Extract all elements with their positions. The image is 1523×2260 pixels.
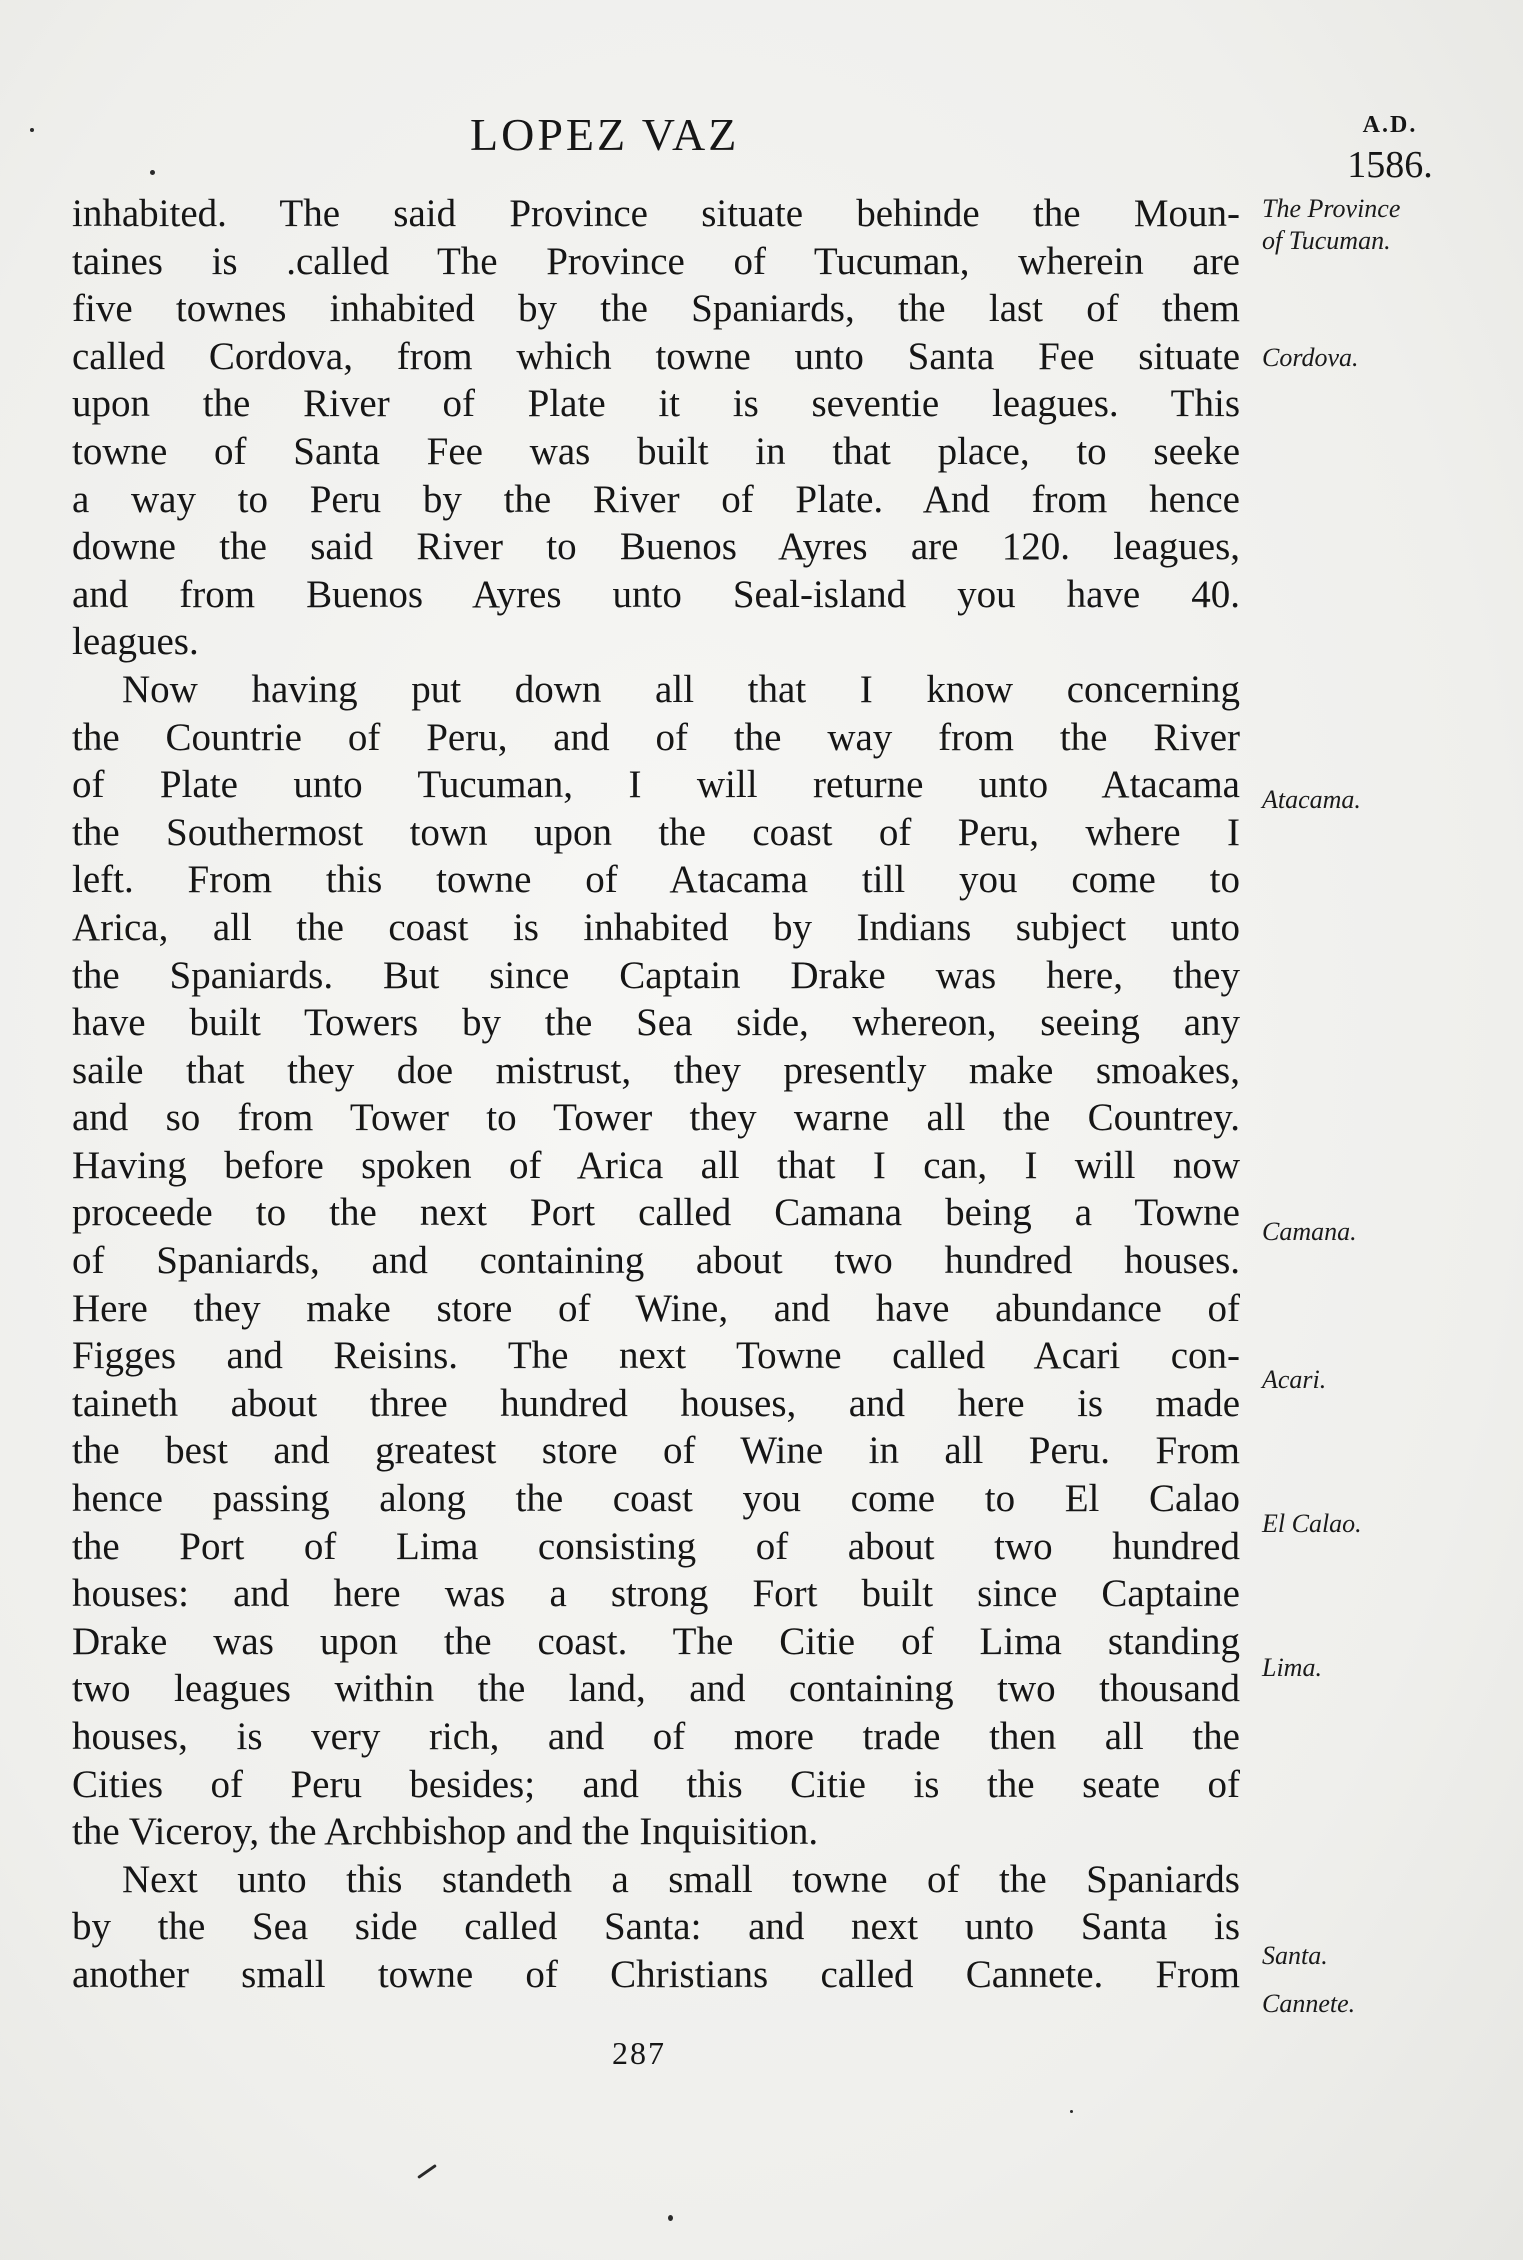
text-line: leagues. [72,620,199,664]
text-line: the Countrie of Peru, and of the way from the River [72,715,1240,759]
text-line: the Port of Lima consisting of about two hundred [72,1524,1240,1568]
text-line: Cities of Peru besides; and this Citie is the seate of [72,1762,1240,1806]
page-number: 287 [612,2035,666,2071]
text-line: hence passing along the coast you come to El Calao [72,1477,1240,1521]
text-line: left. From this towne of Atacama till you come to [72,858,1240,902]
margin-note-cannete: Cannete. [1262,1989,1356,2018]
text-line: another small towne of Christians called Cannete. From [72,1952,1240,1996]
date-block [1320,112,1460,187]
text-line: Here they make store of Wine, and have abundance of [72,1286,1240,1330]
text-line: the Viceroy, the Archbishop and the Inquisition. [72,1810,819,1854]
text-line: and from Buenos Ayres unto Seal-island you have 40. [72,572,1240,616]
margin-note-el-calao: El Calao. [1262,1509,1362,1538]
text-line: houses: and here was a strong Fort built since Captaine [72,1572,1240,1616]
text-line: towne of Santa Fee was built in that place, to seeke [72,429,1240,473]
text-line: and so from Tower to Tower they warne all the Countrey. [72,1096,1240,1140]
year-label: 1586. [1347,144,1433,186]
text-line: five townes inhabited by the Spaniards, the last of them [72,287,1240,331]
text-line: the best and greatest store of Wine in all Peru. From [72,1429,1240,1473]
text-line: houses, is very rich, and of more trade then all the [72,1715,1240,1758]
text-line: inhabited. The said Province situate behinde the Moun- [72,192,1240,235]
text-line: Drake was upon the coast. The Citie of Lima standing [72,1619,1240,1663]
margin-note-atacama: Atacama. [1262,785,1361,814]
margin-note-cordova: Cordova. [1262,343,1359,372]
margin-note-acari: Acari. [1262,1365,1327,1394]
text-line: two leagues within the land, and containing two thousand [72,1667,1240,1711]
text-line: of Plate unto Tucuman, I will returne unto Atacama [72,763,1240,807]
text-line: taines is .called The Province of Tucuman, wherein are [72,239,1240,283]
text-line: called Cordova, from which towne unto Santa Fee situate [72,334,1240,378]
scan-speck [417,2164,437,2179]
text-line: downe the said River to Buenos Ayres are 120. leagues, [72,525,1240,569]
text-line: by the Sea side called Santa: and next unto Santa is [72,1905,1240,1949]
body-text [72,190,1240,1999]
text-line: the Spaniards. But since Captain Drake was here, they [72,953,1240,997]
text-line: of Spaniards, and containing about two hundred houses. [72,1239,1240,1283]
scan-speck [1070,2110,1073,2113]
margin-note-camana: Camana. [1262,1217,1357,1246]
text-line: Arica, all the coast is inhabited by Indians subject unto [72,905,1240,949]
margin-note-lima: Lima. [1262,1653,1322,1682]
text-line: upon the River of Plate it is seventie leagues. This [72,382,1240,426]
text-line: proceede to the next Port called Camana being a Towne [72,1191,1240,1235]
era-label: A.D. [1362,112,1418,138]
paragraph-start-line: Now having put down all that I know concerning [122,667,1240,711]
text-line: have built Towers by the Sea side, whereon, seeing any [72,1001,1240,1045]
text-line: taineth about three hundred houses, and here is made [72,1381,1240,1425]
paragraph-start-line: Next unto this standeth a small towne of the Spaniards [122,1857,1240,1901]
margin-note-tucuman: The Province of Tucuman. [1262,194,1401,255]
scan-speck [668,2215,673,2221]
text-line: saile that they doe mistrust, they presently make smoakes, [72,1048,1240,1092]
scan-speck [30,128,34,132]
text-line: Having before spoken of Arica all that I can, I will now [72,1143,1240,1187]
scan-speck [150,170,155,175]
margin-note-santa: Santa. [1262,1941,1328,1970]
running-title: LOPEZ VAZ [470,109,740,160]
text-line: the Southermost town upon the coast of Peru, where I [72,810,1240,854]
text-line: a way to Peru by the River of Plate. And from hence [72,477,1240,521]
text-line: Figges and Reisins. The next Towne called Acari con- [72,1334,1240,1378]
